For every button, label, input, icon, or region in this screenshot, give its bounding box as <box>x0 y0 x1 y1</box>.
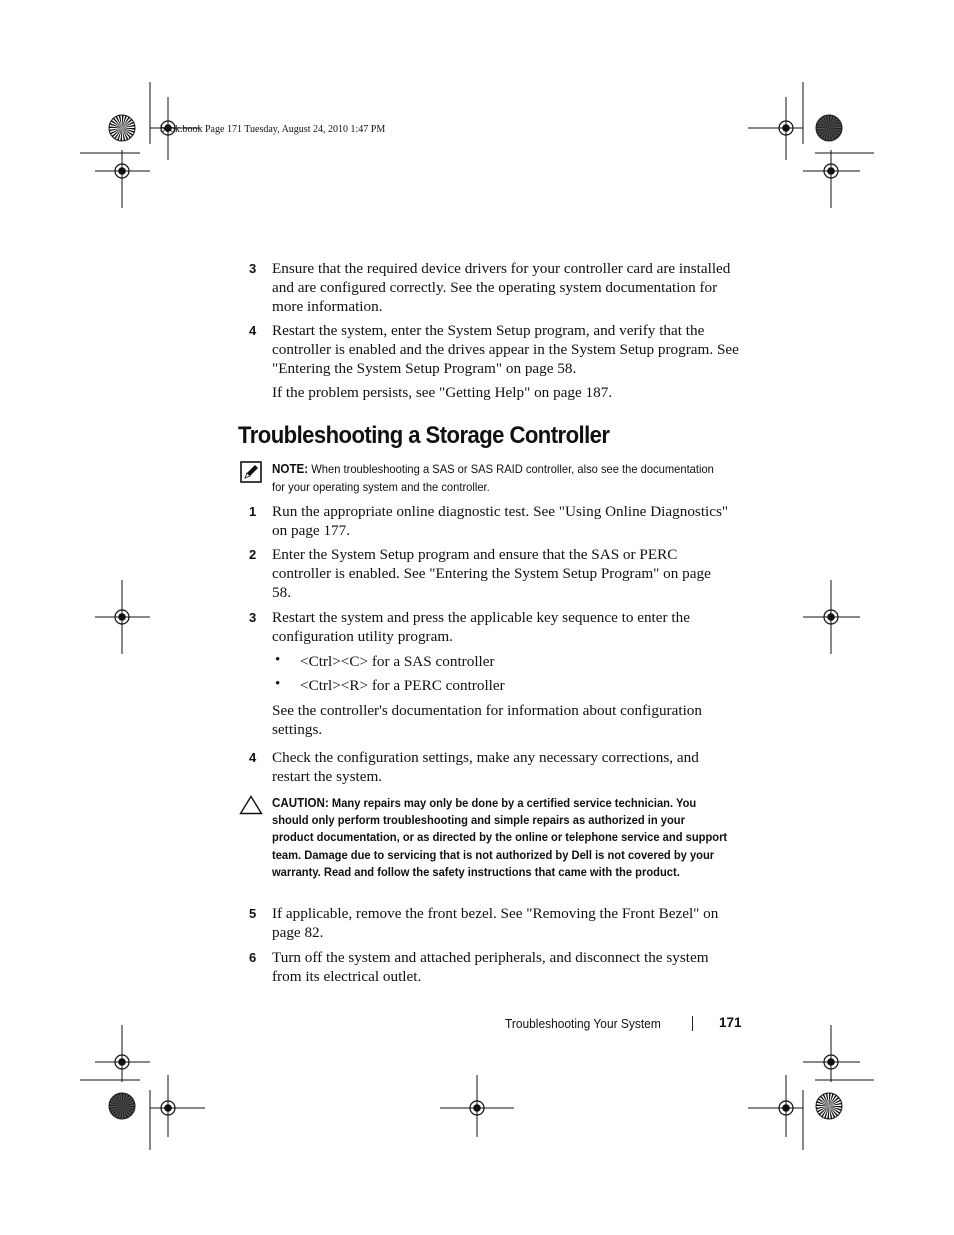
step-number: 4 <box>249 323 257 338</box>
bullet-text: <Ctrl><R> for a PERC controller <box>300 677 505 694</box>
note-paragraph <box>272 461 718 496</box>
step-number: 3 <box>249 261 257 276</box>
footer-separator <box>692 1016 693 1031</box>
note-text: When troubleshooting a SAS or SAS RAID controller, also see the documentation for your operating system and the controller. <box>272 462 714 494</box>
step-number: 6 <box>249 950 257 965</box>
step-number: 4 <box>249 750 257 765</box>
caution-triangle-icon <box>239 795 263 815</box>
step-text: Restart the system, enter the System Setup program, and verify that the controller is enabled and the drives appear in the System Setup program. See "Entering the System Setup Program" on page 58. <box>272 322 739 377</box>
caution-paragraph <box>272 795 728 881</box>
see-docs-paragraph: See the controller's documentation for information about configuration settings. <box>272 702 702 738</box>
step-text: Enter the System Setup program and ensure that the SAS or PERC controller is enabled. See "Entering the System Setup Program" on page 58. <box>272 546 711 601</box>
step-text: Restart the system and press the applicable key sequence to enter the configuration utility program. <box>272 609 690 645</box>
footer-chapter-title: Troubleshooting Your System <box>505 1016 661 1031</box>
step-number: 1 <box>249 504 257 519</box>
caution-text: Many repairs may only be done by a certified service technician. You should only perform troubleshooting and simple repairs as authorized in your product documentation, or as directed by the online or telephone service and support team. Damage due to servicing that is not authorized by Dell is not covered by your warranty. Read and follow the safety instructions that came with the product. <box>272 796 728 879</box>
bullet-text: <Ctrl><C> for a SAS controller <box>300 653 495 670</box>
step-text: If applicable, remove the front bezel. See "Removing the Front Bezel" on page 82. <box>272 905 719 941</box>
persist-paragraph: If the problem persists, see "Getting Help" on page 187. <box>272 384 613 401</box>
step-number: 3 <box>249 610 257 625</box>
step-text: Run the appropriate online diagnostic test. See "Using Online Diagnostics" on page 177. <box>272 503 729 539</box>
note-label: NOTE: <box>272 462 309 476</box>
bullet-symbol: • <box>275 676 281 692</box>
starburst-mark-icon <box>109 115 135 141</box>
caution-label: CAUTION: <box>272 796 329 810</box>
starburst-mark-icon <box>816 115 842 141</box>
section-heading: Troubleshooting a Storage Controller <box>238 422 610 449</box>
step-text: Ensure that the required device drivers for your controller card are installed and are configured correctly. See the operating system documentation for more information. <box>272 260 731 315</box>
step-text: Check the configuration settings, make any necessary corrections, and restart the system. <box>272 749 699 785</box>
starburst-mark-icon <box>816 1093 842 1119</box>
starburst-mark-icon <box>109 1093 135 1119</box>
step-text: Turn off the system and attached peripherals, and disconnect the system from its electrical outlet. <box>272 949 709 985</box>
print-header-meta: book.book Page 171 Tuesday, August 24, 2010 1:47 PM <box>160 124 386 135</box>
bullet-symbol: • <box>275 652 281 668</box>
step-number: 5 <box>249 906 257 921</box>
pencil-note-icon <box>240 461 262 483</box>
page-number: 171 <box>719 1015 742 1030</box>
step-number: 2 <box>249 547 257 562</box>
